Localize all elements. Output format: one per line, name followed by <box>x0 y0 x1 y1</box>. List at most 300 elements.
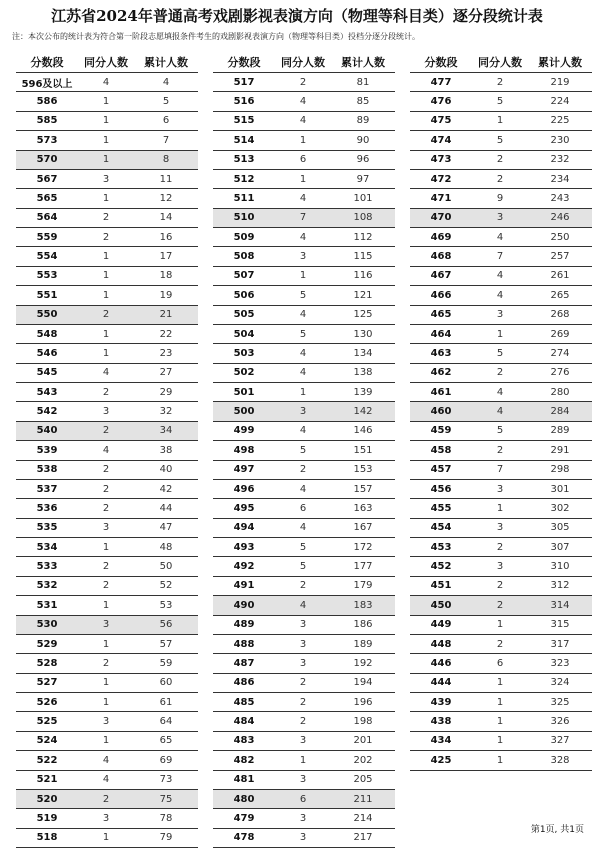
same-count-cell: 3 <box>299 774 307 786</box>
score-cell: 482 <box>233 754 255 766</box>
same-count-cell: 4 <box>299 367 307 379</box>
table-row <box>410 151 592 170</box>
header-same-count: 同分人数 <box>478 56 522 69</box>
table-header <box>410 52 592 73</box>
score-cell: 466 <box>430 289 452 301</box>
same-count-cell: 6 <box>496 657 504 669</box>
table-row <box>213 577 395 596</box>
same-count-cell: 2 <box>102 464 110 476</box>
score-cell: 553 <box>36 270 58 282</box>
score-cell: 535 <box>36 522 58 534</box>
cumulative-cell: 194 <box>353 677 373 689</box>
score-cell: 546 <box>36 347 58 359</box>
score-cell: 501 <box>233 386 255 398</box>
score-cell: 462 <box>430 367 452 379</box>
table-row <box>16 616 198 635</box>
cumulative-cell: 32 <box>159 406 173 418</box>
score-cell: 586 <box>36 96 58 108</box>
cumulative-cell: 146 <box>353 425 373 437</box>
table-row <box>410 712 592 731</box>
same-count-cell: 1 <box>299 134 307 146</box>
same-count-cell: 6 <box>299 502 307 514</box>
score-cell: 543 <box>36 386 58 398</box>
table-row <box>410 306 592 325</box>
cumulative-cell: 6 <box>162 115 170 127</box>
header-same-count: 同分人数 <box>84 56 128 69</box>
cumulative-cell: 5 <box>162 96 170 108</box>
same-count-cell: 3 <box>102 406 110 418</box>
table-row <box>213 519 395 538</box>
table-row <box>410 364 592 383</box>
score-cell: 524 <box>36 735 58 747</box>
score-cell: 505 <box>233 309 255 321</box>
same-count-cell: 2 <box>496 599 504 611</box>
same-count-cell: 2 <box>299 580 307 592</box>
score-cell: 487 <box>233 657 255 669</box>
cumulative-cell: 202 <box>353 754 373 766</box>
same-count-cell: 2 <box>102 425 110 437</box>
table-row <box>16 441 198 460</box>
same-count-cell: 5 <box>496 96 504 108</box>
same-count-cell: 6 <box>299 793 307 805</box>
same-count-cell: 2 <box>299 464 307 476</box>
table-row <box>213 189 395 208</box>
cumulative-cell: 53 <box>159 599 173 611</box>
score-cell: 510 <box>233 212 255 224</box>
cumulative-cell: 16 <box>159 231 173 243</box>
score-cell: 488 <box>233 638 255 650</box>
score-cell: 490 <box>233 599 255 611</box>
cumulative-cell: 328 <box>550 754 570 766</box>
table-row <box>410 654 592 673</box>
same-count-cell: 1 <box>496 619 504 631</box>
same-count-cell: 1 <box>496 754 504 766</box>
score-cell: 565 <box>36 192 58 204</box>
score-cell: 504 <box>233 328 255 340</box>
cumulative-cell: 59 <box>159 657 173 669</box>
cumulative-cell: 23 <box>159 347 173 359</box>
table-row <box>213 364 395 383</box>
table-row <box>16 112 198 131</box>
same-count-cell: 4 <box>496 270 504 282</box>
cumulative-cell: 276 <box>550 367 570 379</box>
same-count-cell: 3 <box>299 812 307 824</box>
table-row <box>410 247 592 266</box>
score-cell: 527 <box>36 677 58 689</box>
score-cell: 506 <box>233 289 255 301</box>
cumulative-cell: 268 <box>550 309 570 321</box>
table-row <box>16 73 198 92</box>
table-row <box>16 364 198 383</box>
table-row <box>16 712 198 731</box>
cumulative-cell: 142 <box>353 406 373 418</box>
cumulative-cell: 217 <box>353 832 373 844</box>
same-count-cell: 4 <box>102 754 110 766</box>
score-cell: 498 <box>233 444 255 456</box>
table-row <box>213 654 395 673</box>
same-count-cell: 4 <box>299 347 307 359</box>
table-row <box>16 635 198 654</box>
score-cell: 444 <box>430 677 452 689</box>
score-cell: 567 <box>36 173 58 185</box>
same-count-cell: 1 <box>102 599 110 611</box>
cumulative-cell: 183 <box>353 599 373 611</box>
table-row <box>16 189 198 208</box>
cumulative-cell: 153 <box>353 464 373 476</box>
cumulative-cell: 310 <box>550 561 570 573</box>
table-row <box>16 480 198 499</box>
table-row <box>213 170 395 189</box>
table-row <box>213 73 395 92</box>
same-count-cell: 5 <box>299 328 307 340</box>
table-row <box>213 557 395 576</box>
header-score: 分数段 <box>227 56 261 69</box>
score-cell: 457 <box>430 464 452 476</box>
cumulative-cell: 52 <box>159 580 173 592</box>
same-count-cell: 2 <box>102 793 110 805</box>
table-row <box>16 674 198 693</box>
same-count-cell: 7 <box>496 464 504 476</box>
score-cell: 497 <box>233 464 255 476</box>
table-row <box>16 577 198 596</box>
table-row <box>410 402 592 421</box>
same-count-cell: 1 <box>102 735 110 747</box>
table-row <box>16 499 198 518</box>
same-count-cell: 1 <box>102 96 110 108</box>
score-cell: 512 <box>233 173 255 185</box>
table-row <box>16 771 198 790</box>
table-rows <box>16 73 198 848</box>
cumulative-cell: 269 <box>550 328 570 340</box>
table-column-3 <box>410 52 592 771</box>
same-count-cell: 1 <box>496 677 504 689</box>
score-cell: 525 <box>36 716 58 728</box>
same-count-cell: 2 <box>102 580 110 592</box>
same-count-cell: 1 <box>496 696 504 708</box>
cumulative-cell: 246 <box>550 212 570 224</box>
same-count-cell: 7 <box>299 212 307 224</box>
header-same-count: 同分人数 <box>281 56 325 69</box>
score-cell: 538 <box>36 464 58 476</box>
table-row <box>16 92 198 111</box>
cumulative-cell: 61 <box>159 696 173 708</box>
same-count-cell: 2 <box>496 444 504 456</box>
table-row <box>16 344 198 363</box>
same-count-cell: 4 <box>299 96 307 108</box>
score-cell: 503 <box>233 347 255 359</box>
same-count-cell: 3 <box>102 619 110 631</box>
table-row <box>410 131 592 150</box>
table-row <box>16 654 198 673</box>
cumulative-cell: 57 <box>159 638 173 650</box>
same-count-cell: 3 <box>299 832 307 844</box>
table-row <box>410 209 592 228</box>
same-count-cell: 2 <box>496 367 504 379</box>
cumulative-cell: 289 <box>550 425 570 437</box>
same-count-cell: 4 <box>299 599 307 611</box>
same-count-cell: 4 <box>496 406 504 418</box>
cumulative-cell: 257 <box>550 251 570 263</box>
cumulative-cell: 22 <box>159 328 173 340</box>
table-row <box>213 402 395 421</box>
score-cell: 460 <box>430 406 452 418</box>
table-row <box>213 422 395 441</box>
score-cell: 526 <box>36 696 58 708</box>
score-cell: 438 <box>430 716 452 728</box>
table-row <box>213 596 395 615</box>
score-cell: 478 <box>233 832 255 844</box>
same-count-cell: 2 <box>102 231 110 243</box>
table-row <box>16 538 198 557</box>
table-row <box>16 325 198 344</box>
same-count-cell: 2 <box>102 212 110 224</box>
table-row <box>213 228 395 247</box>
table-rows <box>410 73 592 771</box>
table-row <box>410 422 592 441</box>
table-row <box>213 829 395 848</box>
score-cell: 463 <box>430 347 452 359</box>
same-count-cell: 3 <box>299 657 307 669</box>
score-cell: 467 <box>430 270 452 282</box>
score-cell: 528 <box>36 657 58 669</box>
table-row <box>16 829 198 848</box>
cumulative-cell: 60 <box>159 677 173 689</box>
same-count-cell: 2 <box>496 154 504 166</box>
score-cell: 483 <box>233 735 255 747</box>
same-count-cell: 5 <box>299 444 307 456</box>
table-row <box>16 228 198 247</box>
same-count-cell: 3 <box>102 716 110 728</box>
table-row <box>213 92 395 111</box>
table-row <box>410 189 592 208</box>
cumulative-cell: 14 <box>159 212 173 224</box>
cumulative-cell: 234 <box>550 173 570 185</box>
same-count-cell: 4 <box>299 231 307 243</box>
cumulative-cell: 97 <box>356 173 370 185</box>
same-count-cell: 4 <box>496 289 504 301</box>
same-count-cell: 3 <box>102 522 110 534</box>
score-cell: 517 <box>233 76 255 88</box>
cumulative-cell: 138 <box>353 367 373 379</box>
header-cumulative: 累计人数 <box>341 56 385 69</box>
same-count-cell: 2 <box>102 657 110 669</box>
cumulative-cell: 121 <box>353 289 373 301</box>
cumulative-cell: 167 <box>353 522 373 534</box>
table-row <box>410 92 592 111</box>
cumulative-cell: 323 <box>550 657 570 669</box>
same-count-cell: 2 <box>496 541 504 553</box>
cumulative-cell: 115 <box>353 251 373 263</box>
score-cell: 508 <box>233 251 255 263</box>
table-row <box>16 247 198 266</box>
cumulative-cell: 205 <box>353 774 373 786</box>
table-row <box>213 267 395 286</box>
same-count-cell: 1 <box>102 289 110 301</box>
table-row <box>410 577 592 596</box>
same-count-cell: 1 <box>102 251 110 263</box>
cumulative-cell: 243 <box>550 192 570 204</box>
table-row <box>16 790 198 809</box>
cumulative-cell: 40 <box>159 464 173 476</box>
table-row <box>410 73 592 92</box>
same-count-cell: 1 <box>102 347 110 359</box>
cumulative-cell: 196 <box>353 696 373 708</box>
score-cell: 473 <box>430 154 452 166</box>
same-count-cell: 2 <box>299 677 307 689</box>
table-row <box>213 151 395 170</box>
same-count-cell: 3 <box>299 638 307 650</box>
same-count-cell: 1 <box>102 541 110 553</box>
table-row <box>410 383 592 402</box>
score-cell: 494 <box>233 522 255 534</box>
table-row <box>213 112 395 131</box>
same-count-cell: 2 <box>102 502 110 514</box>
cumulative-cell: 305 <box>550 522 570 534</box>
table-row <box>213 131 395 150</box>
cumulative-cell: 274 <box>550 347 570 359</box>
table-row <box>213 306 395 325</box>
table-row <box>213 441 395 460</box>
cumulative-cell: 151 <box>353 444 373 456</box>
cumulative-cell: 225 <box>550 115 570 127</box>
same-count-cell: 5 <box>496 347 504 359</box>
same-count-cell: 4 <box>299 522 307 534</box>
cumulative-cell: 198 <box>353 716 373 728</box>
cumulative-cell: 157 <box>353 483 373 495</box>
cumulative-cell: 298 <box>550 464 570 476</box>
same-count-cell: 1 <box>299 270 307 282</box>
score-cell: 509 <box>233 231 255 243</box>
cumulative-cell: 90 <box>356 134 370 146</box>
table-row <box>410 112 592 131</box>
table-row <box>410 325 592 344</box>
score-cell: 536 <box>36 502 58 514</box>
same-count-cell: 2 <box>299 716 307 728</box>
same-count-cell: 1 <box>102 696 110 708</box>
same-count-cell: 3 <box>496 309 504 321</box>
score-cell: 519 <box>36 812 58 824</box>
table-row <box>213 771 395 790</box>
cumulative-cell: 78 <box>159 812 173 824</box>
score-cell: 573 <box>36 134 58 146</box>
table-row <box>410 461 592 480</box>
score-cell: 499 <box>233 425 255 437</box>
same-count-cell: 1 <box>496 502 504 514</box>
cumulative-cell: 192 <box>353 657 373 669</box>
cumulative-cell: 224 <box>550 96 570 108</box>
cumulative-cell: 291 <box>550 444 570 456</box>
same-count-cell: 2 <box>102 309 110 321</box>
score-cell: 564 <box>36 212 58 224</box>
cumulative-cell: 179 <box>353 580 373 592</box>
cumulative-cell: 65 <box>159 735 173 747</box>
same-count-cell: 1 <box>102 832 110 844</box>
cumulative-cell: 69 <box>159 754 173 766</box>
table-row <box>410 557 592 576</box>
header-cumulative: 累计人数 <box>538 56 582 69</box>
same-count-cell: 7 <box>496 251 504 263</box>
table-row <box>213 461 395 480</box>
score-cell: 465 <box>430 309 452 321</box>
same-count-cell: 3 <box>299 251 307 263</box>
same-count-cell: 2 <box>496 173 504 185</box>
same-count-cell: 4 <box>299 425 307 437</box>
header-score: 分数段 <box>424 56 458 69</box>
score-cell: 548 <box>36 328 58 340</box>
table-row <box>410 596 592 615</box>
same-count-cell: 4 <box>299 115 307 127</box>
score-cell: 485 <box>233 696 255 708</box>
table-row <box>410 170 592 189</box>
score-cell: 529 <box>36 638 58 650</box>
table-row <box>16 693 198 712</box>
table-row <box>213 674 395 693</box>
cumulative-cell: 11 <box>159 173 173 185</box>
same-count-cell: 3 <box>496 522 504 534</box>
same-count-cell: 3 <box>102 173 110 185</box>
table-row <box>213 325 395 344</box>
score-cell: 515 <box>233 115 255 127</box>
cumulative-cell: 8 <box>162 154 170 166</box>
cumulative-cell: 250 <box>550 231 570 243</box>
score-cell: 570 <box>36 154 58 166</box>
same-count-cell: 4 <box>102 367 110 379</box>
cumulative-cell: 317 <box>550 638 570 650</box>
same-count-cell: 4 <box>102 774 110 786</box>
table-row <box>410 344 592 363</box>
cumulative-cell: 12 <box>159 192 173 204</box>
cumulative-cell: 280 <box>550 386 570 398</box>
score-cell: 540 <box>36 425 58 437</box>
same-count-cell: 1 <box>102 677 110 689</box>
table-row <box>16 267 198 286</box>
table-row <box>410 441 592 460</box>
cumulative-cell: 18 <box>159 270 173 282</box>
table-row <box>410 267 592 286</box>
score-cell: 456 <box>430 483 452 495</box>
table-row <box>410 519 592 538</box>
score-cell: 542 <box>36 406 58 418</box>
cumulative-cell: 172 <box>353 541 373 553</box>
same-count-cell: 4 <box>102 76 110 88</box>
header-cumulative: 累计人数 <box>144 56 188 69</box>
cumulative-cell: 108 <box>353 212 373 224</box>
score-cell: 464 <box>430 328 452 340</box>
table-row <box>213 616 395 635</box>
table-row <box>213 247 395 266</box>
same-count-cell: 1 <box>496 328 504 340</box>
score-cell: 495 <box>233 502 255 514</box>
cumulative-cell: 44 <box>159 502 173 514</box>
cumulative-cell: 47 <box>159 522 173 534</box>
table-row <box>213 286 395 305</box>
cumulative-cell: 85 <box>356 96 370 108</box>
table-row <box>16 383 198 402</box>
score-cell: 559 <box>36 231 58 243</box>
same-count-cell: 1 <box>496 735 504 747</box>
table-row <box>410 732 592 751</box>
score-cell: 502 <box>233 367 255 379</box>
score-cell: 448 <box>430 638 452 650</box>
same-count-cell: 1 <box>102 638 110 650</box>
same-count-cell: 1 <box>496 716 504 728</box>
score-cell: 454 <box>430 522 452 534</box>
cumulative-cell: 38 <box>159 444 173 456</box>
same-count-cell: 4 <box>102 444 110 456</box>
cumulative-cell: 101 <box>353 192 373 204</box>
same-count-cell: 2 <box>102 483 110 495</box>
same-count-cell: 5 <box>496 425 504 437</box>
